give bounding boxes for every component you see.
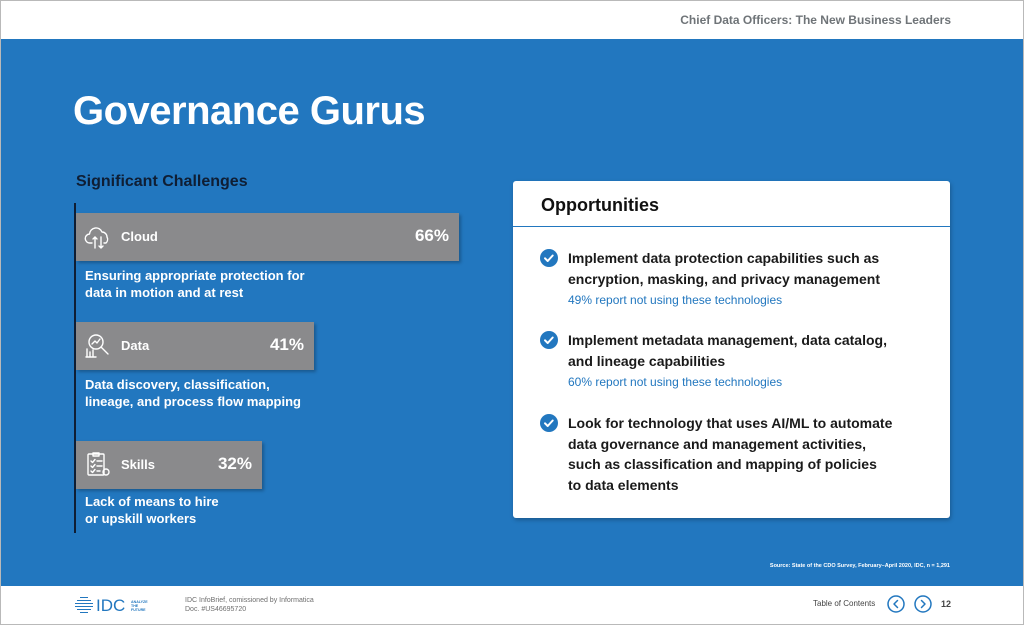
challenge-bar-skills: [76, 441, 262, 489]
challenge-name: Data: [121, 338, 150, 353]
challenge-description-skills: Lack of means to hire or upskill workers: [85, 494, 219, 526]
data-analytics-icon: [84, 331, 112, 359]
opportunities-card: [513, 181, 950, 518]
check-circle-icon: [540, 249, 558, 267]
logo-tagline-1: ANALYZE: [131, 600, 148, 604]
page-title: Governance Gurus: [73, 89, 426, 133]
opportunity-text: Implement metadata management, data catalog, and lineage capabilities: [568, 332, 887, 369]
check-circle-icon: [540, 414, 558, 432]
document-title: Chief Data Officers: The New Business Leaders: [680, 13, 951, 27]
challenge-percent: 32%: [217, 454, 252, 473]
credit-text: IDC InfoBrief, comissioned by Informatica Doc. #US46695720: [185, 597, 314, 613]
check-circle-icon: [540, 331, 558, 349]
challenge-description-cloud: Ensuring appropriate protection for data in motion and at rest: [85, 268, 305, 300]
footer: [1, 586, 1023, 624]
next-page-button[interactable]: [914, 595, 932, 613]
opportunities-title: Opportunities: [541, 195, 659, 215]
top-bar: [1, 1, 1023, 39]
source-note: Source: State of the CDO Survey, February–April 2020, IDC, n = 1,291: [769, 563, 950, 569]
previous-page-button[interactable]: [887, 595, 905, 613]
challenge-bar-cloud: [76, 213, 459, 261]
challenges-heading: Significant Challenges: [76, 173, 248, 190]
opportunity-text: Look for technology that uses AI/ML to automate data governance and management activities, such as classification and mapping of policies to data elements: [568, 415, 893, 493]
opportunity-item: [540, 413, 935, 495]
main-panel: [1, 39, 1023, 586]
opportunity-item: [540, 248, 935, 309]
table-of-contents-link[interactable]: Table of Contents: [813, 599, 876, 608]
challenge-bar-data: [76, 322, 314, 370]
challenge-percent: 41%: [269, 335, 304, 354]
logo-wordmark: IDC: [96, 596, 126, 615]
opportunity-note: 49% report not using these technologies: [568, 293, 783, 307]
challenge-percent: 66%: [414, 226, 449, 245]
opportunity-text: Implement data protection capabilities such as encryption, masking, and privacy management: [568, 250, 880, 287]
challenge-description-data: Data discovery, classification, lineage, and process flow mapping: [85, 377, 301, 409]
page-number: 12: [941, 599, 952, 609]
challenge-name: Skills: [121, 457, 155, 472]
opportunity-item: [540, 330, 935, 391]
cloud-icon: [84, 222, 112, 250]
checklist-icon: [84, 450, 112, 478]
idc-logo: [75, 595, 175, 615]
opportunity-note: 60% report not using these technologies: [568, 375, 783, 389]
logo-tagline-3: FUTURE: [131, 608, 146, 612]
card-divider: [513, 226, 950, 227]
logo-tagline-2: THE: [131, 604, 139, 608]
challenge-name: Cloud: [121, 229, 158, 244]
